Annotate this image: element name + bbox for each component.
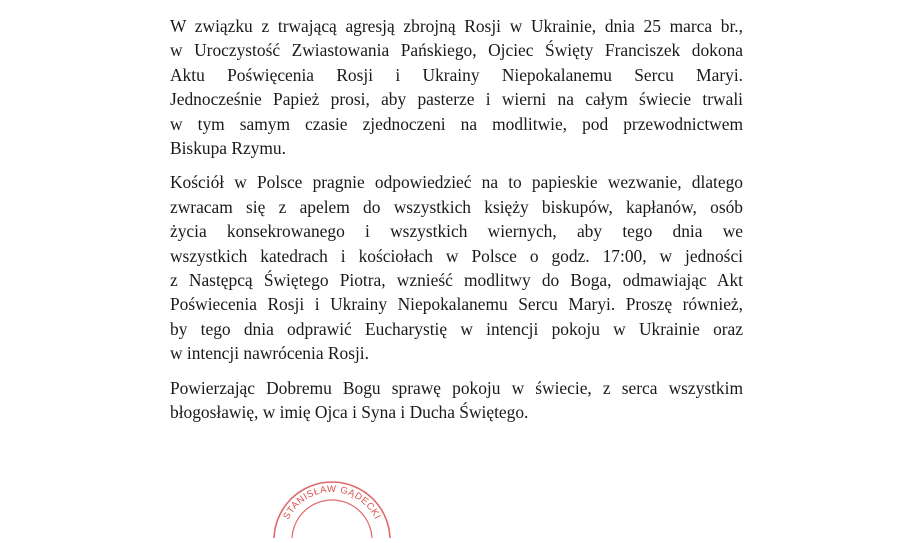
text-line: z Następcą Świętego Piotra, wznieść modlitwy do Boga, odmawiając Akt bbox=[170, 270, 743, 291]
text-line: błogosławię, w imię Ojca i Syna i Ducha Świętego. bbox=[170, 402, 529, 423]
text-line: w tym samym czasie zjednoczeni na modlitwie, pod przewodnictwem bbox=[170, 113, 743, 134]
paragraph-2 bbox=[170, 170, 743, 365]
seal-text: STANISŁAW GĄDECKI bbox=[281, 483, 383, 522]
letter-body bbox=[170, 14, 743, 435]
text-line: Powierzając Dobremu Bogu sprawę pokoju w świecie, z serca wszystkim bbox=[170, 377, 743, 398]
text-line: w intencji nawrócenia Rosji. bbox=[170, 343, 369, 364]
text-line: Jednocześnie Papież prosi, aby pasterze i wierni na całym świecie trwali bbox=[170, 89, 743, 110]
text-line: wszystkich katedrach i kościołach w Polsce o godz. 17:00, w jedności bbox=[170, 245, 743, 266]
text-line: zwracam się z apelem do wszystkich księży biskupów, kapłanów, osób bbox=[170, 196, 743, 217]
svg-text:STANISŁAW GĄDECKI bbox=[281, 484, 383, 522]
official-seal bbox=[262, 478, 402, 543]
text-line: Kościół w Polsce pragnie odpowiedzieć na to papieskie wezwanie, dlatego bbox=[170, 172, 743, 193]
paragraph-1 bbox=[170, 14, 743, 160]
text-line: Biskupa Rzymu. bbox=[170, 138, 286, 159]
paragraph-3 bbox=[170, 376, 743, 425]
text-line: by tego dnia odprawić Eucharystię w intencji pokoju w Ukrainie oraz bbox=[170, 318, 743, 339]
text-line: Aktu Poświęcenia Rosji i Ukrainy Niepokalanemu Sercu Maryi. bbox=[170, 64, 743, 85]
text-line: Poświecenia Rosji i Ukrainy Niepokalanemu Sercu Maryi. Proszę również, bbox=[170, 294, 743, 315]
text-line: życia konsekrowanego i wszystkich wiernych, aby tego dnia we bbox=[170, 221, 743, 242]
seal-stamp-icon bbox=[262, 478, 402, 538]
text-line: w Uroczystość Zwiastowania Pańskiego, Ojciec Święty Franciszek dokona bbox=[170, 40, 743, 61]
text-line: W związku z trwającą agresją zbrojną Rosji w Ukrainie, dnia 25 marca br., bbox=[170, 16, 743, 36]
